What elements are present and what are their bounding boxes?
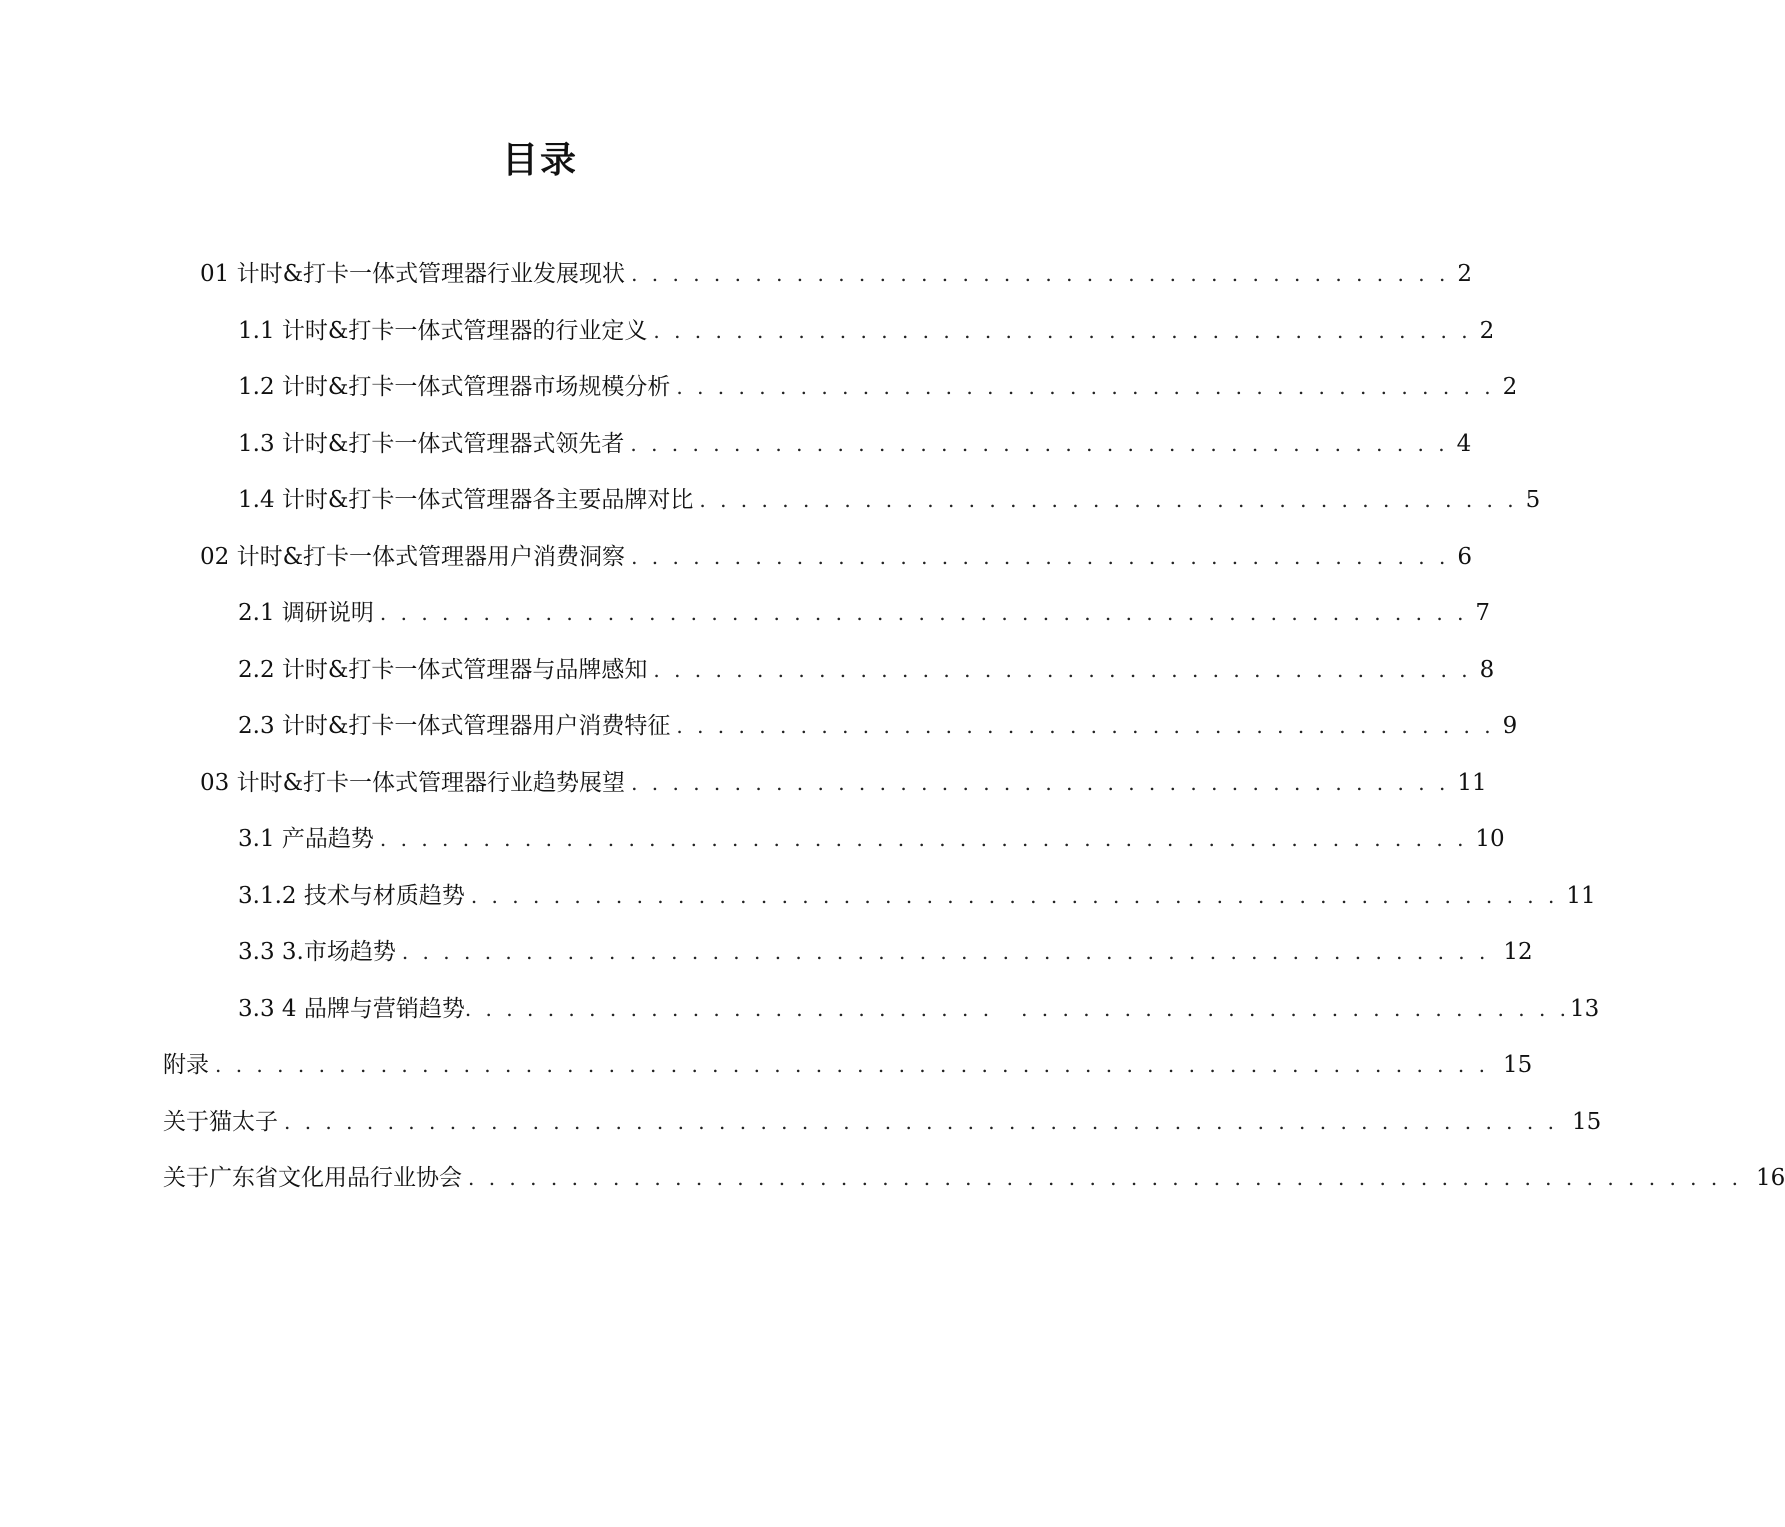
toc-entry-1-4[interactable] xyxy=(238,480,1541,520)
dot-leader: . . . . . . . . . . . . . . . . . . . . . . . . . . . . . . . . . . . . . . . . xyxy=(631,771,1450,795)
toc-entry-page: 11 xyxy=(1457,770,1487,796)
toc-entry-label: 1.3 计时&打卡一体式管理器式领先者 xyxy=(238,431,625,457)
dot-leader: . . . . . . . . . . . . . . . . . . . . . . . . . . . xyxy=(1021,997,1571,1021)
dot-leader: . . . . . . . . . . . . . . . . . . . . . . . . . . . . . . . . . . . . . . . . xyxy=(631,545,1450,569)
toc-entry-page: 8 xyxy=(1479,657,1495,683)
dot-leader: . . . . . . . . . . . . . . . . . . . . . . . . . . . . . . . . . . . . . . . . xyxy=(653,319,1472,343)
toc-entry-label: 2.3 计时&打卡一体式管理器用户消费特征 xyxy=(238,713,671,739)
toc-entry-1-3[interactable] xyxy=(238,424,1472,464)
toc-entry-page: 13 xyxy=(1570,996,1600,1022)
toc-entry-page: 12 xyxy=(1503,939,1533,965)
toc-entry-page: 2 xyxy=(1457,261,1472,287)
dot-leader: . . . . . . . . . . . . . . . . . . . . . . . . . . . . . . . . . . . . . . . . xyxy=(631,262,1450,286)
toc-entry-page: 2 xyxy=(1502,374,1518,400)
dot-leader: . . . . . . . . . . . . . . . . . . . . . . . . . . . . . . . . . . . . . . . . . . . . . . . . . . . . . xyxy=(379,827,1468,851)
toc-entry-label: 1.1 计时&打卡一体式管理器的行业定义 xyxy=(238,318,648,344)
toc-entry-01[interactable] xyxy=(200,254,1472,294)
dot-leader: . . . . . . . . . . . . . . . . . . . . . . . . . . . . . . . . . . . . . . . . xyxy=(676,714,1495,738)
page-title: 目录 xyxy=(501,139,578,181)
toc-entry-2-3[interactable] xyxy=(238,706,1518,746)
dot-leader: . . . . . . . . . . . . . . . . . . . . . . . . . . . . . . . . . . . . . . . . . . . . . . . . . . . . . . . . . . . . . . xyxy=(284,1110,1558,1134)
dot-leader: . . . . . . . . . . . . . . . . . . . . . . . . . . . . . . . . . . . . . . . . xyxy=(676,375,1495,399)
toc-entry-03[interactable] xyxy=(200,763,1487,803)
toc-entry-appendix[interactable] xyxy=(163,1045,1533,1085)
dot-leader: . . . . . . . . . . . . . . . . . . . . . . . . . . . . . . . . . . . . . . . . xyxy=(653,658,1472,682)
dot-leader: . . . . . . . . . . . . . . . . . . . . . . . . . . xyxy=(464,997,994,1021)
toc-entry-label: 2.2 计时&打卡一体式管理器与品牌感知 xyxy=(238,657,648,683)
toc-entry-label: 03 计时&打卡一体式管理器行业趋势展望 xyxy=(200,770,626,796)
toc-entry-label: 1.4 计时&打卡一体式管理器各主要品牌对比 xyxy=(238,487,694,513)
dot-leader: . . . . . . . . . . . . . . . . . . . . . . . . . . . . . . . . . . . . . . . . . . . . . . . . . . . . . xyxy=(379,601,1468,625)
toc-entry-page: 4 xyxy=(1456,431,1472,457)
toc-entry-label: 02 计时&打卡一体式管理器用户消费洞察 xyxy=(200,544,626,570)
dot-leader: . . . . . . . . . . . . . . . . . . . . . . . . . . . . . . . . . . . . . . . . . . . . . . . . . . . . . . . . . . . . . . xyxy=(468,1166,1742,1190)
toc-entry-label: 关于广东省文化用品行业协会 xyxy=(163,1165,462,1191)
toc-entry-page: 11 xyxy=(1566,883,1596,909)
dot-leader: . . . . . . . . . . . . . . . . . . . . . . . . . . . . . . . . . . . . . . . . . . . . . . . . . . . . . xyxy=(401,940,1490,964)
toc-entry-3-1-2[interactable] xyxy=(238,876,1596,916)
toc-entry-page: 7 xyxy=(1475,600,1491,626)
toc-entry-page: 6 xyxy=(1457,544,1472,570)
toc-entry-1-1[interactable] xyxy=(238,311,1495,351)
toc-entry-label: 3.3 4 品牌与营销趋势 xyxy=(238,996,465,1022)
toc-entry-page: 9 xyxy=(1502,713,1518,739)
toc-entry-label: 附录 xyxy=(163,1052,209,1078)
dot-leader: . . . . . . . . . . . . . . . . . . . . . . . . . . . . . . . . . . . . . . . . . . . . . . . . . . . . . . . . . . . . . . xyxy=(215,1053,1489,1077)
dot-leader: . . . . . . . . . . . . . . . . . . . . . . . . . . . . . . . . . . . . . . . . xyxy=(630,432,1449,456)
toc-entry-page: 16 xyxy=(1755,1165,1785,1191)
toc-entry-label: 3.1 产品趋势 xyxy=(238,826,374,852)
toc-entry-page: 5 xyxy=(1525,487,1541,513)
toc-entry-page: 15 xyxy=(1502,1052,1533,1078)
toc-entry-label: 3.1.2 技术与材质趋势 xyxy=(238,883,465,909)
toc-entry-page: 10 xyxy=(1475,826,1505,852)
toc-entry-page: 2 xyxy=(1479,318,1495,344)
toc-entry-3-3-market[interactable] xyxy=(238,932,1533,972)
toc-entry-3-1[interactable] xyxy=(238,819,1505,859)
toc-entry-label: 关于猫太子 xyxy=(163,1109,278,1135)
toc-entry-3-3-brand[interactable] xyxy=(238,989,1600,1029)
toc-entry-1-2[interactable] xyxy=(238,367,1518,407)
toc-entry-about-maotaizi[interactable] xyxy=(163,1102,1602,1142)
dot-leader: . . . . . . . . . . . . . . . . . . . . . . . . . . . . . . . . . . . . . . . . xyxy=(699,488,1518,512)
toc-entry-2-1[interactable] xyxy=(238,593,1491,633)
toc-entry-02[interactable] xyxy=(200,537,1472,577)
toc-entry-label: 01 计时&打卡一体式管理器行业发展现状 xyxy=(200,261,626,287)
toc-entry-label: 1.2 计时&打卡一体式管理器市场规模分析 xyxy=(238,374,671,400)
toc-entry-about-association[interactable] xyxy=(163,1158,1785,1198)
toc-entry-label: 2.1 调研说明 xyxy=(238,600,374,626)
toc-entry-2-2[interactable] xyxy=(238,650,1495,690)
toc-entry-page: 15 xyxy=(1571,1109,1602,1135)
toc-entry-label: 3.3 3.市场趋势 xyxy=(238,939,396,965)
dot-leader: . . . . . . . . . . . . . . . . . . . . . . . . . . . . . . . . . . . . . . . . . . . . . . . . . . . . . xyxy=(470,884,1559,908)
